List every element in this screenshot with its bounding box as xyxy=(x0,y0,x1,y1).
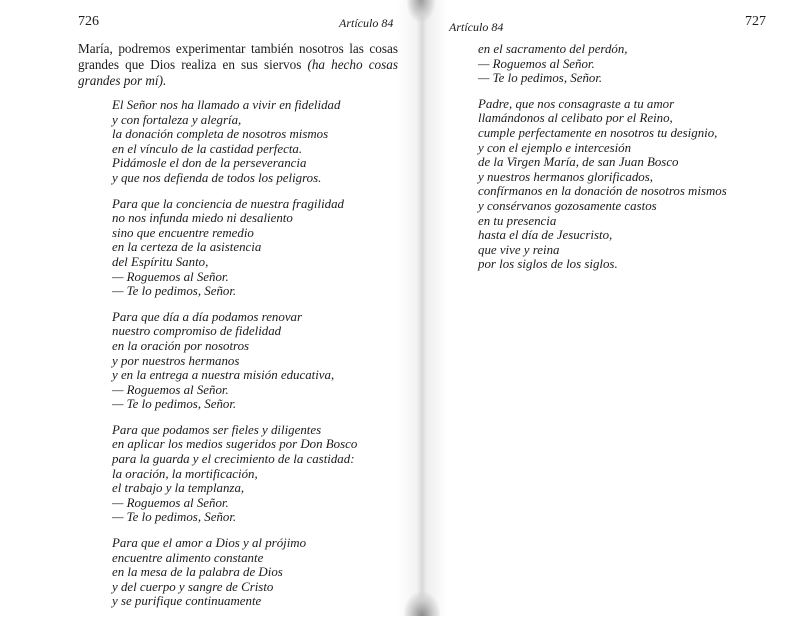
verse-line: y consérvanos gozosamente castos xyxy=(478,198,657,213)
verse-line: en tu presencia xyxy=(478,213,557,228)
verse-line: por los siglos de los siglos. xyxy=(478,257,618,272)
verse-line: El Señor nos ha llamado a vivir en fidelidad xyxy=(112,98,341,112)
verse-line: en el vínculo de la castidad perfecta. xyxy=(112,141,303,156)
stanza xyxy=(112,423,397,525)
verse-line: Padre, que nos consagraste a tu amor xyxy=(478,96,675,111)
left-verses xyxy=(112,98,397,620)
verse-line: en aplicar los medios sugeridos por Don Bosco xyxy=(112,437,358,452)
verse-line: y nuestros hermanos glorificados, xyxy=(478,169,653,184)
verse-line: nuestro compromiso de fidelidad xyxy=(112,324,282,339)
verse-line: — Roguemos al Señor. xyxy=(478,56,595,71)
verse-line: — Roguemos al Señor. xyxy=(112,382,229,397)
verse-line: — Roguemos al Señor. xyxy=(112,269,229,284)
verse-line: y por nuestros hermanos xyxy=(112,353,240,368)
verse-line: y en la entrega a nuestra misión educativa, xyxy=(112,368,335,383)
verse-line: en la certeza de la asistencia xyxy=(112,240,262,255)
book-gutter xyxy=(397,0,447,616)
verse-line: y se purifique continuamente xyxy=(112,594,262,609)
stanza xyxy=(478,42,798,86)
running-head-right: Artículo 84 xyxy=(449,20,504,34)
verse-line: en el sacramento del perdón, xyxy=(478,42,628,56)
verse-line: en la oración por nosotros xyxy=(112,338,250,353)
left-page xyxy=(0,0,400,616)
stanza xyxy=(112,536,397,609)
verse-line: la donación completa de nosotros mismos xyxy=(112,127,329,142)
verse-line: confírmanos en la donación de nosotros mismos xyxy=(478,184,727,199)
gutter-shadow-bottom xyxy=(404,592,440,616)
verse-line: hasta el día de Jesucristo, xyxy=(478,228,613,243)
verse-line: — Te lo pedimos, Señor. xyxy=(112,510,237,525)
stanza xyxy=(478,97,798,272)
verse-line: de la Virgen María, de san Juan Bosco xyxy=(478,155,679,170)
intro-text: María, podremos experimentar también nosotros las cosas grandes que Dios realiza en sus siervos xyxy=(78,41,398,72)
verse-line: del Espíritu Santo, xyxy=(112,254,209,269)
right-verses xyxy=(478,42,798,283)
stanza xyxy=(112,197,397,299)
verse-line: y que nos defienda de todos los peligros. xyxy=(112,170,322,185)
verse-line: — Roguemos al Señor. xyxy=(112,495,229,510)
verse-line: Para que la conciencia de nuestra fragilidad xyxy=(112,196,344,211)
verse-line: el trabajo y la templanza, xyxy=(112,481,245,496)
gutter-shadow-top xyxy=(407,0,435,22)
verse-line: Para que podamos ser fieles y diligentes xyxy=(112,422,322,437)
verse-line: y con el ejemplo e intercesión xyxy=(478,140,632,155)
intro-text-italic: (ha hecho cosas grandes por mí). xyxy=(78,57,399,88)
verse-line: Pidámosle el don de la perseverancia xyxy=(112,156,307,171)
stanza xyxy=(112,98,397,186)
verse-line: para la guarda y el crecimiento de la castidad: xyxy=(112,452,355,467)
verse-line: — Te lo pedimos, Señor. xyxy=(112,397,237,412)
stanza xyxy=(112,310,397,412)
verse-line: — Te lo pedimos, Señor. xyxy=(112,284,237,299)
verse-line: y del cuerpo y sangre de Cristo xyxy=(112,579,274,594)
verse-line: no nos infunda miedo ni desaliento xyxy=(112,211,293,226)
verse-line: llamándonos al celibato por el Reino, xyxy=(478,111,673,126)
page-number-right: 727 xyxy=(745,14,766,29)
verse-line: en la mesa de la palabra de Dios xyxy=(112,565,283,580)
intro-paragraph xyxy=(78,41,398,89)
verse-line: que vive y reina xyxy=(478,242,560,257)
verse-line: la oración, la mortificación, xyxy=(112,466,258,481)
running-head-left: Artículo 84 xyxy=(339,16,394,30)
verse-line: — Te lo pedimos, Señor. xyxy=(478,71,603,86)
verse-line: sino que encuentre remedio xyxy=(112,225,254,240)
verse-line: Para que el amor a Dios y al prójimo xyxy=(112,536,307,551)
right-page xyxy=(445,0,809,616)
verse-line: Para que día a día podamos renovar xyxy=(112,309,303,324)
page-number-left: 726 xyxy=(78,14,99,29)
verse-line: cumple perfectamente en nosotros tu designio, xyxy=(478,125,718,140)
verse-line: y con fortaleza y alegría, xyxy=(112,112,242,127)
verse-line: encuentre alimento constante xyxy=(112,550,264,565)
